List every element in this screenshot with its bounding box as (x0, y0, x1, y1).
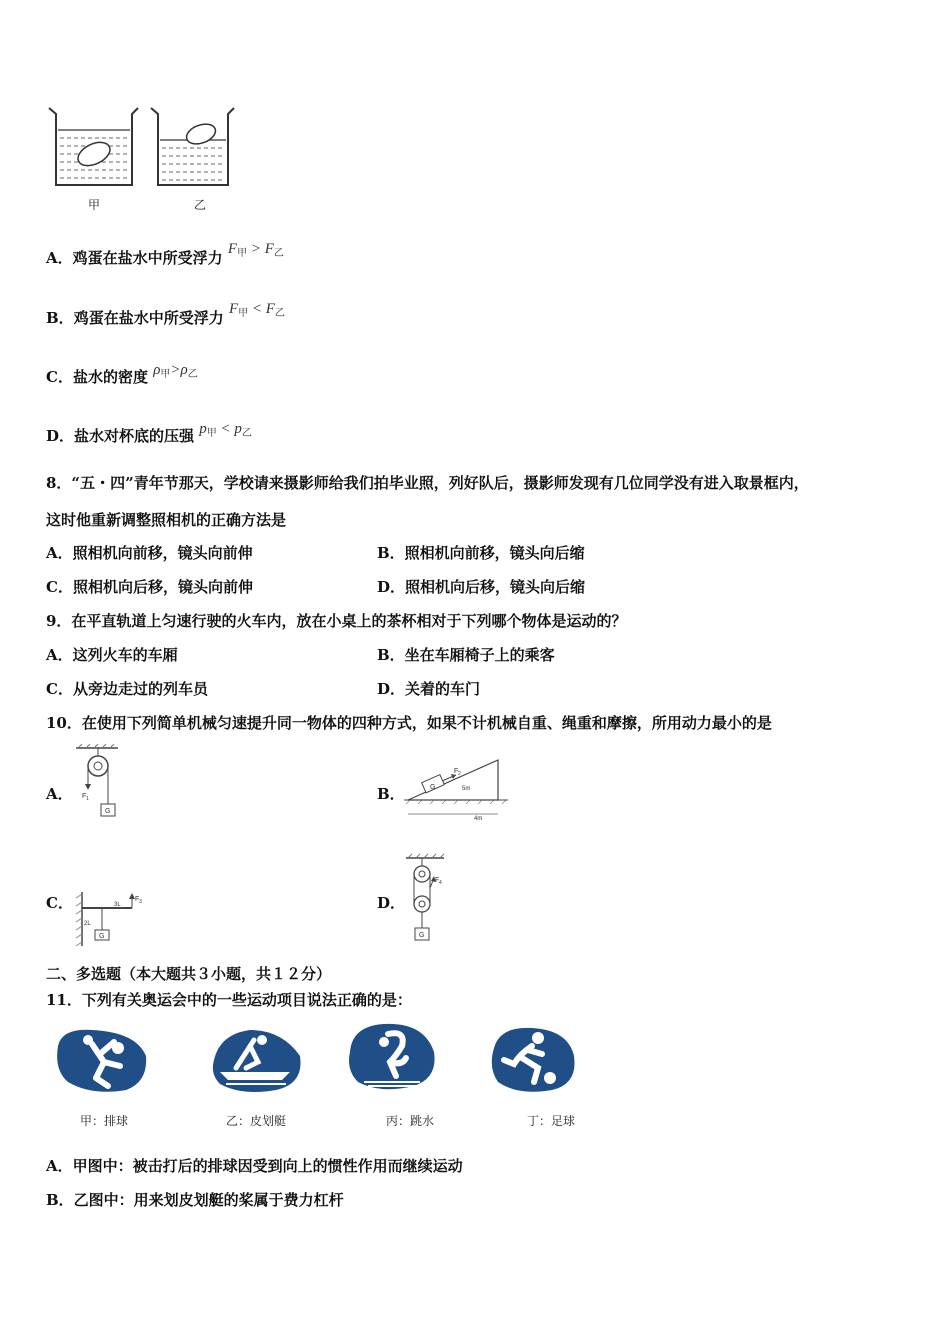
force-label: F (82, 793, 87, 800)
q11-option-a[interactable]: A．甲图中：被击打后的排球因受到向上的惯性作用而继续运动 (46, 1157, 463, 1175)
option-text: 鸡蛋在盐水中所受浮力 (72, 249, 223, 267)
formula: $F_甲 < F_乙$ (228, 301, 285, 319)
force-sub: 3 (139, 899, 142, 905)
fixed-pulley-figure (74, 744, 124, 820)
option-text: 盐水的密度 (72, 368, 148, 386)
force-sub: 4 (439, 880, 442, 886)
q8-stem-line1: 8．“五・四”青年节那天，学校请来摄影师给我们拍毕业照，列好队后，摄影师发现有几位同学没有进入取景框内， (46, 474, 809, 492)
option-text: 盐水对杯底的压强 (74, 427, 195, 445)
q8-stem-line2: 这时他重新调整照相机的正确方法是 (46, 511, 287, 529)
force-label: F (135, 896, 140, 903)
pictogram-caption-volleyball: 甲：排球 (80, 1114, 129, 1128)
weight-label: G (419, 932, 425, 939)
q8-option-c[interactable]: C．照相机向后移，镜头向前伸 (46, 578, 253, 596)
beaker-jia (49, 108, 138, 185)
long-arm-label: 3L (114, 902, 121, 908)
option-label: B． (46, 309, 74, 327)
option-label: C． (46, 368, 73, 386)
q11-stem: 11．下列有关奥运会中的一些运动项目说法正确的是： (46, 991, 412, 1009)
q11-option-b[interactable]: B．乙图中：用来划皮划艇的桨属于费力杠杆 (46, 1191, 344, 1209)
force-label: F (435, 877, 440, 884)
pictogram-caption-football: 丁：足球 (527, 1114, 576, 1128)
q10-option-a[interactable]: A． (46, 785, 73, 803)
q9-option-b[interactable]: B．坐在车厢椅子上的乘客 (377, 646, 555, 664)
beaker-yi (151, 108, 234, 185)
q10-option-c[interactable]: C． (46, 894, 73, 912)
canoe-pictogram (206, 1026, 306, 1094)
lever-figure (74, 892, 144, 948)
q9-option-c[interactable]: C．从旁边走过的列车员 (46, 680, 208, 698)
q8-option-b[interactable]: B．照相机向前移，镜头向后缩 (377, 544, 585, 562)
formula: $\rho_甲>\rho_乙$ (153, 362, 198, 380)
q7-option-c[interactable] (46, 362, 198, 393)
football-pictogram (484, 1024, 580, 1094)
pulley-block-figure (404, 854, 448, 946)
beaker-label-jia: 甲 (88, 198, 101, 212)
short-arm-label: 2L (84, 921, 91, 927)
q8-option-a[interactable]: A．照相机向前移，镜头向前伸 (46, 544, 253, 562)
formula: $p_甲 < p_乙$ (199, 421, 252, 439)
incline-figure (404, 756, 514, 822)
force-label: F (454, 768, 459, 775)
weight-label: G (430, 784, 436, 791)
option-text: 鸡蛋在盐水中所受浮力 (73, 309, 224, 327)
pictogram-caption-canoe: 乙：皮划艇 (226, 1114, 287, 1128)
slope-length: 5m (462, 786, 471, 792)
section-title: 二、多选题（本大题共３小题，共１２分） (46, 965, 332, 983)
force-sub: 2 (458, 771, 461, 777)
pictogram-caption-diving: 丙：跳水 (386, 1114, 435, 1128)
option-label: D． (46, 427, 75, 445)
q10-stem: 10．在使用下列简单机械匀速提升同一物体的四种方式，如果不计机械自重、绳重和摩擦，所用动力最小的是 (46, 714, 772, 732)
option-label: A． (46, 249, 73, 267)
q7-option-b[interactable] (46, 301, 285, 334)
q9-stem: 9．在平直轨道上匀速行驶的火车内，放在小桌上的茶杯相对于下列哪个物体是运动的？ (46, 612, 627, 630)
q10-option-d[interactable]: D． (377, 894, 406, 912)
q7-option-a[interactable] (46, 241, 284, 274)
diving-pictogram (344, 1022, 440, 1094)
q7-option-d[interactable] (46, 421, 252, 452)
volleyball-pictogram (52, 1026, 150, 1094)
base-length: 4m (474, 816, 483, 822)
q10-option-b[interactable]: B． (377, 785, 405, 803)
q9-option-d[interactable]: D．关着的车门 (377, 680, 481, 698)
weight-label: G (105, 808, 111, 815)
q8-option-d[interactable]: D．照相机向后移，镜头向后缩 (377, 578, 586, 596)
weight-label: G (99, 933, 105, 940)
beakers-figure (44, 100, 244, 215)
force-sub: 1 (86, 796, 89, 802)
formula: $F_甲 > F_乙$ (227, 241, 284, 259)
beaker-label-yi: 乙 (194, 198, 207, 212)
q9-option-a[interactable]: A．这列火车的车厢 (46, 646, 178, 664)
